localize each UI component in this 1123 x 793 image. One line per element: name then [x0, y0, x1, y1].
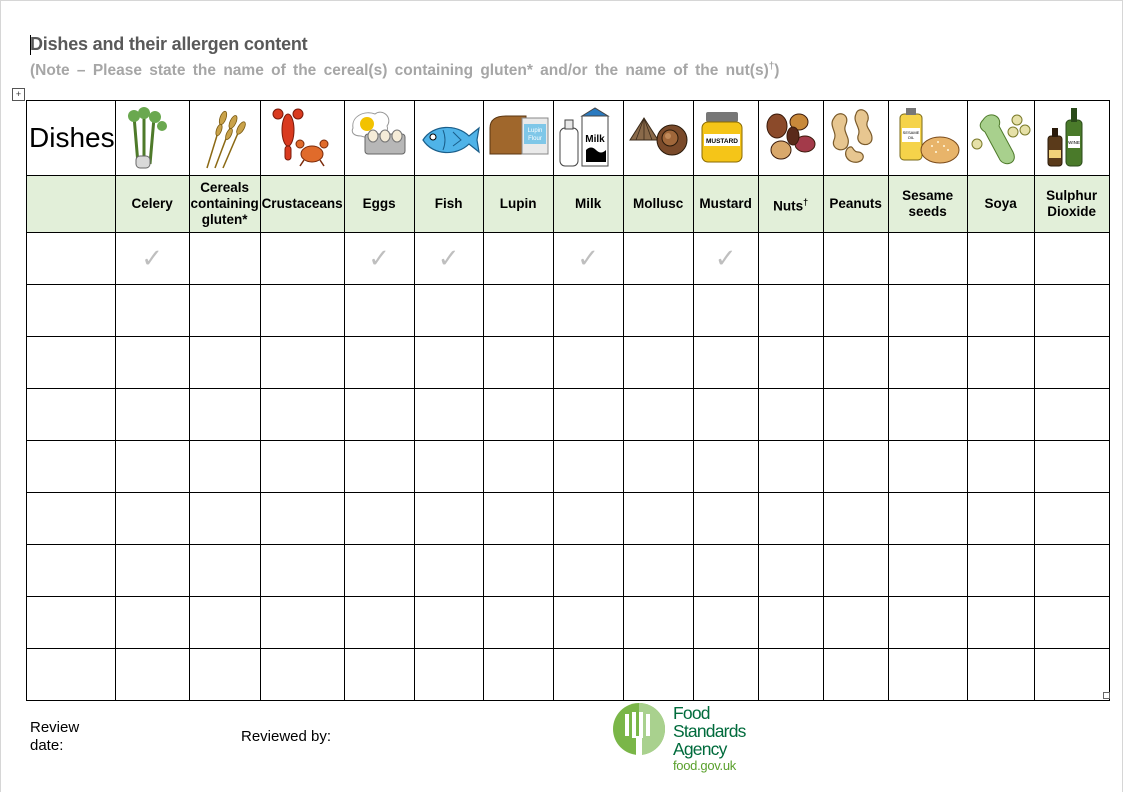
dish-name-cell[interactable] [27, 441, 116, 493]
dish-name-cell[interactable] [27, 233, 116, 285]
allergen-cell[interactable] [344, 389, 414, 441]
allergen-icon-cell[interactable] [758, 101, 823, 176]
allergen-cell[interactable] [483, 285, 553, 337]
allergen-header-cereals-containing-gluten[interactable] [189, 176, 260, 233]
allergen-cell[interactable] [414, 649, 483, 701]
dish-name-cell[interactable] [27, 545, 116, 597]
note-dagger: † [768, 61, 775, 72]
allergen-label: Mollusc [632, 196, 684, 211]
allergen-cell[interactable] [344, 441, 414, 493]
allergen-cell[interactable] [115, 441, 189, 493]
allergen-cell[interactable] [758, 649, 823, 701]
table-row [27, 649, 1110, 701]
allergen-label: Peanuts [829, 196, 882, 211]
allergen-cell[interactable] [189, 285, 260, 337]
page-title[interactable]: Dishes and their allergen content [30, 34, 308, 54]
allergen-cell[interactable] [623, 389, 693, 441]
allergen-cell[interactable] [623, 649, 693, 701]
allergen-cell[interactable] [414, 545, 483, 597]
allergen-cell[interactable] [553, 389, 623, 441]
allergen-cell[interactable] [1034, 597, 1109, 649]
allergen-cell[interactable] [344, 493, 414, 545]
allergen-cell[interactable] [693, 285, 758, 337]
allergen-label: Soya [984, 196, 1017, 211]
allergen-cell[interactable] [888, 441, 967, 493]
allergen-icon-cell[interactable] [888, 101, 967, 176]
allergen-label: Eggs [362, 196, 396, 211]
allergen-cell[interactable] [967, 545, 1034, 597]
allergen-label-row [27, 176, 1110, 233]
allergen-cell[interactable] [967, 233, 1034, 285]
svg-text:SESAME: SESAME [902, 130, 919, 135]
review-date-label: Review date: [30, 719, 80, 754]
allergen-cell[interactable] [1034, 285, 1109, 337]
milk-icon [556, 106, 620, 170]
allergen-header-celery[interactable] [115, 176, 189, 233]
table-row [27, 545, 1110, 597]
allergen-cell[interactable] [623, 545, 693, 597]
allergen-icon-cell[interactable] [1034, 101, 1109, 176]
allergen-label: Lupin [499, 196, 537, 211]
note-text[interactable] [30, 61, 779, 80]
allergen-cell[interactable] [189, 597, 260, 649]
allergen-cell[interactable] [260, 389, 344, 441]
checkmark-icon: ✓ [141, 243, 163, 274]
allergen-icon-cell[interactable] [693, 101, 758, 176]
allergen-cell[interactable] [758, 597, 823, 649]
allergen-cell[interactable] [823, 649, 888, 701]
table-resize-handle[interactable] [1103, 692, 1110, 699]
allergen-cell[interactable] [553, 649, 623, 701]
allergen-cell[interactable] [553, 545, 623, 597]
allergen-cell[interactable] [553, 441, 623, 493]
allergen-cell[interactable] [888, 649, 967, 701]
allergen-icon-cell[interactable] [553, 101, 623, 176]
allergen-icon-cell[interactable] [483, 101, 553, 176]
wheat-icon [193, 106, 257, 170]
allergen-cell[interactable] [758, 337, 823, 389]
table-row [27, 233, 1110, 285]
table-move-handle-icon[interactable]: + [12, 88, 25, 101]
allergen-header-mustard[interactable] [693, 176, 758, 233]
fish-icon [417, 106, 481, 170]
svg-text:Lupin: Lupin [527, 128, 543, 134]
celery-icon [120, 106, 184, 170]
dish-name-cell[interactable] [27, 285, 116, 337]
allergen-cell[interactable] [483, 441, 553, 493]
allergen-cell[interactable] [823, 285, 888, 337]
table-row [27, 285, 1110, 337]
allergen-cell[interactable] [260, 337, 344, 389]
crustaceans-icon [270, 106, 334, 170]
dish-name-cell[interactable] [27, 493, 116, 545]
svg-text:WINE: WINE [1067, 140, 1080, 145]
allergen-cell[interactable] [758, 545, 823, 597]
allergen-icon-cell[interactable] [344, 101, 414, 176]
allergen-cell[interactable] [483, 597, 553, 649]
allergen-cell[interactable] [693, 545, 758, 597]
allergen-label: Crustaceans [261, 196, 343, 211]
allergen-cell[interactable] [888, 597, 967, 649]
allergen-cell[interactable] [888, 285, 967, 337]
allergen-cell[interactable] [115, 233, 189, 285]
note-body: (Note – Please state the name of the cereal(s) containing gluten* and/or the name of the nut(s) [30, 62, 769, 80]
lupin-icon [486, 106, 550, 170]
checkmark-icon: ✓ [714, 243, 737, 274]
allergen-cell[interactable] [189, 441, 260, 493]
allergen-cell[interactable] [414, 233, 483, 285]
allergen-cell[interactable] [823, 337, 888, 389]
allergen-cell[interactable] [483, 233, 553, 285]
allergen-cell[interactable] [1034, 337, 1109, 389]
fork-logo-icon [613, 702, 669, 758]
allergen-cell[interactable] [115, 597, 189, 649]
allergen-cell[interactable] [483, 649, 553, 701]
allergen-cell[interactable] [189, 493, 260, 545]
mollusc-icon [626, 106, 690, 170]
allergen-table [26, 100, 1110, 701]
allergen-label: Sesame seeds [902, 188, 954, 219]
allergen-cell[interactable] [344, 597, 414, 649]
allergen-cell[interactable] [758, 285, 823, 337]
allergen-cell[interactable] [623, 337, 693, 389]
allergen-icon-cell[interactable] [115, 101, 189, 176]
allergen-cell[interactable] [888, 545, 967, 597]
logo-url: food.gov.uk [673, 758, 736, 773]
allergen-cell[interactable] [758, 389, 823, 441]
allergen-cell[interactable] [623, 233, 693, 285]
allergen-cell[interactable] [414, 441, 483, 493]
allergen-cell[interactable] [483, 389, 553, 441]
peanuts-icon [824, 106, 888, 170]
allergen-cell[interactable] [1034, 389, 1109, 441]
allergen-header-soya[interactable] [967, 176, 1034, 233]
allergen-label: Celery [131, 196, 173, 211]
allergen-cell[interactable] [623, 493, 693, 545]
allergen-cell[interactable] [758, 233, 823, 285]
allergen-cell[interactable] [483, 337, 553, 389]
sesame-icon [896, 106, 960, 170]
allergen-cell[interactable] [967, 597, 1034, 649]
mustard-icon [694, 106, 758, 170]
allergen-cell[interactable] [115, 285, 189, 337]
allergen-cell[interactable] [260, 649, 344, 701]
svg-text:Milk: Milk [585, 134, 605, 145]
allergen-cell[interactable] [344, 649, 414, 701]
allergen-cell[interactable] [553, 597, 623, 649]
allergen-header-lupin[interactable] [483, 176, 553, 233]
allergen-cell[interactable] [260, 597, 344, 649]
table-row [27, 337, 1110, 389]
allergen-cell[interactable] [414, 597, 483, 649]
allergen-cell[interactable] [1034, 493, 1109, 545]
allergen-cell[interactable] [344, 545, 414, 597]
logo-line: Food [673, 703, 710, 723]
allergen-cell[interactable] [1034, 233, 1109, 285]
allergen-cell[interactable] [553, 285, 623, 337]
allergen-header-eggs[interactable] [344, 176, 414, 233]
allergen-cell[interactable] [823, 233, 888, 285]
soya-icon [969, 106, 1033, 170]
table-row [27, 389, 1110, 441]
allergen-cell[interactable] [693, 389, 758, 441]
allergen-cell[interactable] [189, 389, 260, 441]
dish-name-cell[interactable] [27, 337, 116, 389]
allergen-cell[interactable] [693, 597, 758, 649]
eggs-icon [347, 106, 411, 170]
allergen-cell[interactable] [414, 337, 483, 389]
nuts-icon [759, 106, 823, 170]
allergen-cell[interactable] [758, 441, 823, 493]
allergen-header-peanuts[interactable] [823, 176, 888, 233]
allergen-cell[interactable] [693, 233, 758, 285]
allergen-cell[interactable] [115, 649, 189, 701]
allergen-cell[interactable] [483, 545, 553, 597]
allergen-cell[interactable] [553, 493, 623, 545]
allergen-label: Sulphur Dioxide [1046, 188, 1098, 219]
allergen-icon-cell[interactable] [823, 101, 888, 176]
allergen-icon-cell[interactable] [623, 101, 693, 176]
allergen-cell[interactable] [189, 545, 260, 597]
allergen-cell[interactable] [823, 493, 888, 545]
allergen-cell[interactable] [553, 337, 623, 389]
logo-line: Standards [673, 721, 746, 741]
allergen-icon-cell[interactable] [414, 101, 483, 176]
allergen-cell[interactable] [553, 233, 623, 285]
allergen-cell[interactable] [1034, 545, 1109, 597]
allergen-cell[interactable] [693, 441, 758, 493]
dishes-header[interactable]: Dishes [27, 101, 116, 176]
allergen-cell[interactable] [115, 337, 189, 389]
checkmark-icon: ✓ [368, 243, 390, 274]
allergen-cell[interactable] [823, 597, 888, 649]
allergen-cell[interactable] [623, 285, 693, 337]
allergen-cell[interactable] [414, 389, 483, 441]
allergen-cell[interactable] [260, 441, 344, 493]
dish-name-cell[interactable] [27, 389, 116, 441]
allergen-header-crustaceans[interactable] [260, 176, 344, 233]
allergen-cell[interactable] [260, 545, 344, 597]
allergen-cell[interactable] [260, 285, 344, 337]
allergen-cell[interactable] [189, 337, 260, 389]
allergen-header-nuts[interactable] [758, 176, 823, 233]
allergen-cell[interactable] [115, 545, 189, 597]
icon-row [27, 101, 1110, 176]
logo-line: Agency [673, 739, 727, 759]
allergen-cell[interactable] [344, 233, 414, 285]
allergen-cell[interactable] [967, 493, 1034, 545]
empty-header-cell[interactable] [27, 176, 116, 233]
allergen-cell[interactable] [967, 337, 1034, 389]
allergen-cell[interactable] [693, 649, 758, 701]
allergen-cell[interactable] [693, 337, 758, 389]
fsa-logo [613, 702, 763, 772]
allergen-header-sesame-seeds[interactable] [888, 176, 967, 233]
allergen-icon-cell[interactable] [260, 101, 344, 176]
allergen-label: Fish [434, 196, 463, 211]
table-row [27, 441, 1110, 493]
checkmark-icon: ✓ [437, 243, 460, 274]
dagger-mark: † [803, 196, 809, 207]
table-row [27, 493, 1110, 545]
allergen-label: Nuts [773, 198, 804, 214]
allergen-cell[interactable] [189, 649, 260, 701]
allergen-cell[interactable] [414, 493, 483, 545]
svg-text:OIL: OIL [907, 135, 914, 140]
allergen-cell[interactable] [823, 545, 888, 597]
allergen-cell[interactable] [344, 337, 414, 389]
allergen-cell[interactable] [888, 493, 967, 545]
allergen-label: Mustard [699, 196, 752, 211]
note-close: ) [774, 62, 780, 80]
dish-name-cell[interactable] [27, 597, 116, 649]
allergen-cell[interactable] [344, 285, 414, 337]
allergen-header-milk[interactable] [553, 176, 623, 233]
allergen-cell[interactable] [115, 389, 189, 441]
allergen-cell[interactable] [967, 285, 1034, 337]
reviewed-by-label: Reviewed by: [241, 728, 332, 745]
allergen-header-sulphur-dioxide[interactable] [1034, 176, 1109, 233]
allergen-cell[interactable] [967, 441, 1034, 493]
allergen-cell[interactable] [967, 389, 1034, 441]
logo-wordmark [673, 704, 746, 758]
allergen-cell[interactable] [260, 493, 344, 545]
table-row [27, 597, 1110, 649]
allergen-cell[interactable] [693, 493, 758, 545]
allergen-cell[interactable] [823, 389, 888, 441]
allergen-cell[interactable] [414, 285, 483, 337]
allergen-cell[interactable] [115, 493, 189, 545]
allergen-cell[interactable] [758, 493, 823, 545]
svg-text:Flour: Flour [528, 136, 542, 142]
allergen-cell[interactable] [823, 441, 888, 493]
allergen-icon-cell[interactable] [189, 101, 260, 176]
wine-icon [1040, 106, 1104, 170]
allergen-cell[interactable] [888, 337, 967, 389]
allergen-icon-cell[interactable] [967, 101, 1034, 176]
allergen-cell[interactable] [967, 649, 1034, 701]
allergen-label: Cereals containing gluten* [190, 180, 259, 227]
allergen-cell[interactable] [888, 389, 967, 441]
dish-name-cell[interactable] [27, 649, 116, 701]
allergen-cell[interactable] [189, 233, 260, 285]
checkmark-icon: ✓ [577, 243, 599, 274]
allergen-header-fish[interactable] [414, 176, 483, 233]
allergen-cell[interactable] [483, 493, 553, 545]
svg-text:MUSTARD: MUSTARD [705, 138, 738, 145]
allergen-cell[interactable] [1034, 441, 1109, 493]
allergen-cell[interactable] [623, 441, 693, 493]
allergen-header-mollusc[interactable] [623, 176, 693, 233]
allergen-cell[interactable] [888, 233, 967, 285]
allergen-cell[interactable] [623, 597, 693, 649]
allergen-cell[interactable] [1034, 649, 1109, 701]
allergen-label: Milk [574, 196, 602, 211]
allergen-cell[interactable] [260, 233, 344, 285]
